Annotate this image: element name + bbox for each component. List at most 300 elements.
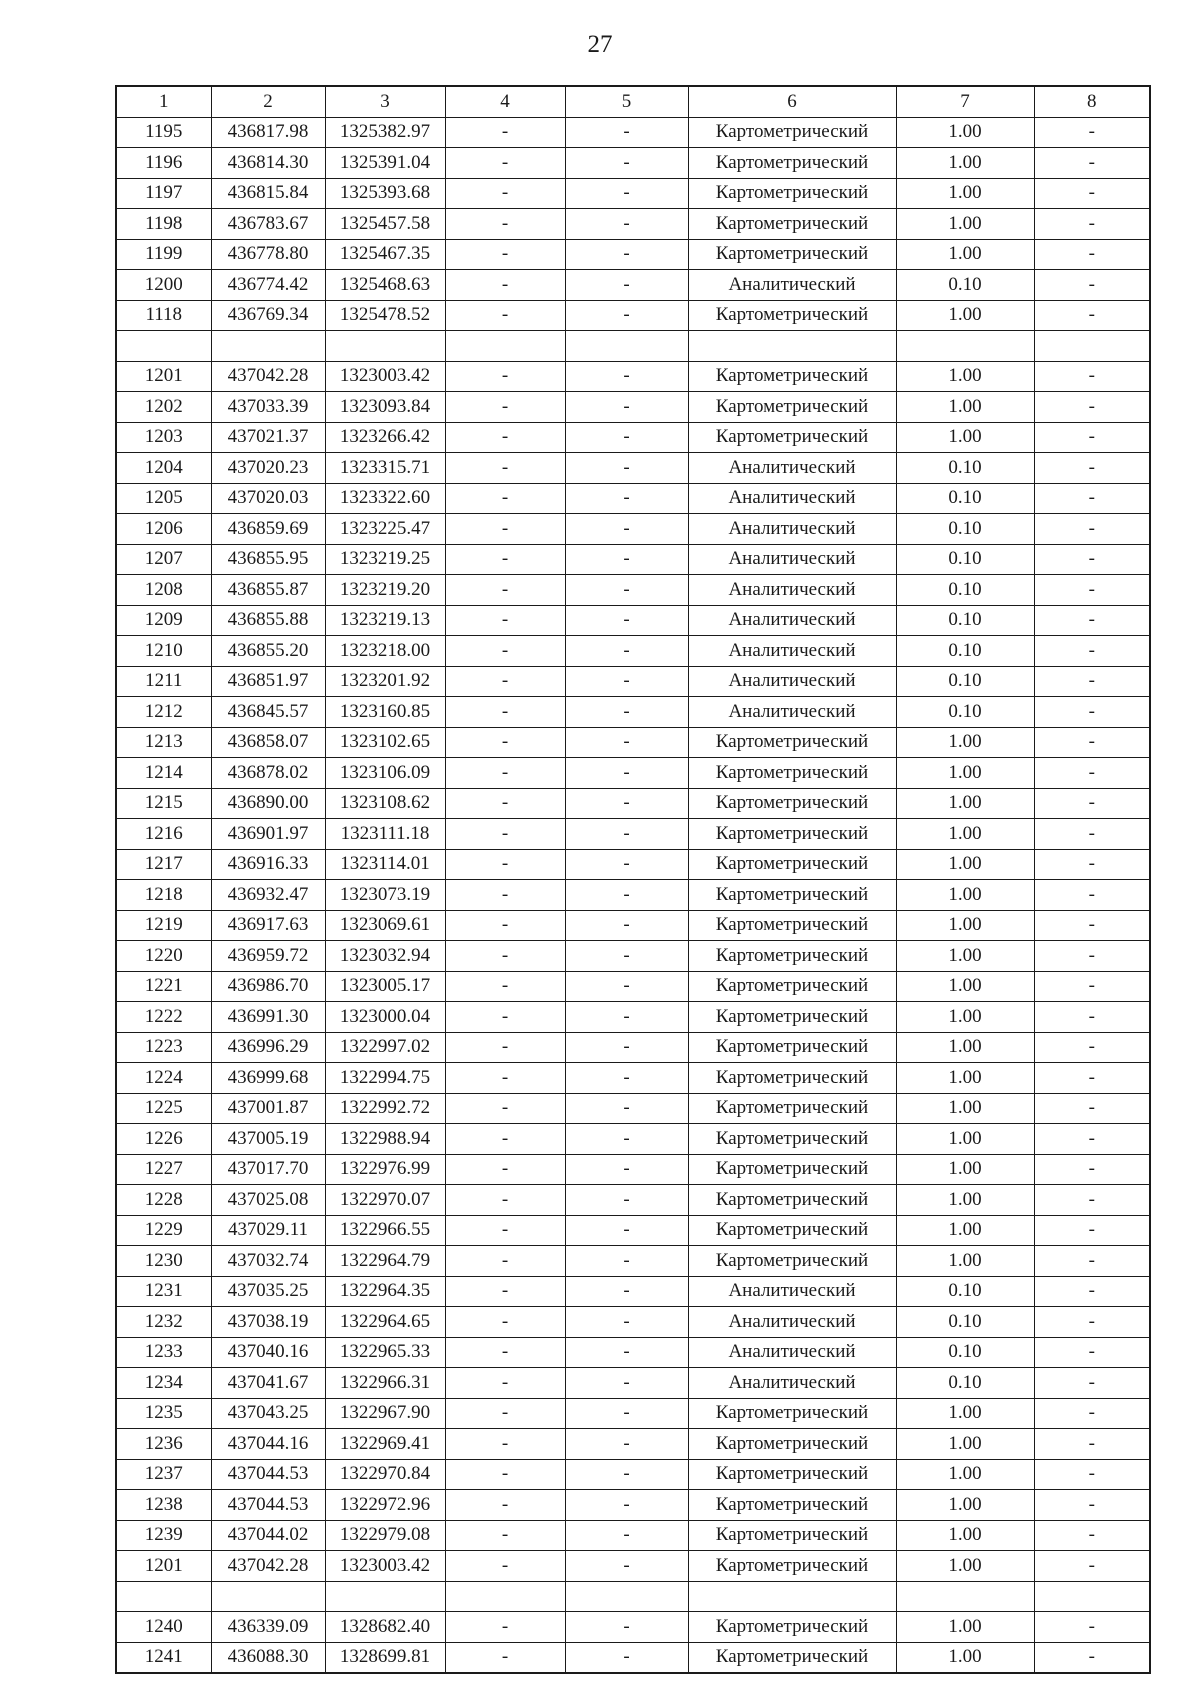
cell-precision: 1.00 (896, 910, 1034, 941)
cell-col-8: - (1034, 1612, 1150, 1643)
cell-col-4: - (445, 1642, 565, 1673)
cell-col-4: - (445, 1368, 565, 1399)
cell-method: Картометрический (688, 1459, 896, 1490)
cell-method: Картометрический (688, 1124, 896, 1155)
cell-col-5: - (565, 1215, 688, 1246)
cell-point-number: 1218 (116, 880, 211, 911)
cell-col-4: - (445, 636, 565, 667)
cell-coord-y: 1323102.65 (325, 727, 445, 758)
cell-coord-x: 437035.25 (211, 1276, 325, 1307)
cell-method: Картометрический (688, 1154, 896, 1185)
cell-point-number: 1223 (116, 1032, 211, 1063)
cell-col-8: - (1034, 666, 1150, 697)
cell-precision: 1.00 (896, 1032, 1034, 1063)
table-row (116, 1093, 1150, 1124)
cell-coord-y: 1322992.72 (325, 1093, 445, 1124)
column-header: 3 (325, 86, 445, 117)
cell-col-5: - (565, 544, 688, 575)
table-row (116, 178, 1150, 209)
cell-coord-y: 1323219.13 (325, 605, 445, 636)
cell-coord-y: 1323000.04 (325, 1002, 445, 1033)
cell-method: Картометрический (688, 1612, 896, 1643)
table-row (116, 1337, 1150, 1368)
cell-col-5 (565, 1581, 688, 1612)
cell-coord-y: 1322966.31 (325, 1368, 445, 1399)
cell-coord-x: 437021.37 (211, 422, 325, 453)
cell-col-8: - (1034, 544, 1150, 575)
cell-coord-x: 436778.80 (211, 239, 325, 270)
table-row (116, 453, 1150, 484)
cell-col-5: - (565, 392, 688, 423)
column-header: 6 (688, 86, 896, 117)
cell-method: Картометрический (688, 1093, 896, 1124)
cell-method: Картометрический (688, 910, 896, 941)
cell-col-4: - (445, 1185, 565, 1216)
cell-col-8: - (1034, 727, 1150, 758)
cell-col-8: - (1034, 971, 1150, 1002)
cell-coord-y: 1323266.42 (325, 422, 445, 453)
table-row (116, 1063, 1150, 1094)
cell-col-8: - (1034, 575, 1150, 606)
cell-method: Картометрический (688, 819, 896, 850)
table-row (116, 422, 1150, 453)
cell-precision: 0.10 (896, 514, 1034, 545)
table-row (116, 1642, 1150, 1673)
cell-col-5: - (565, 1520, 688, 1551)
cell-col-4: - (445, 148, 565, 179)
cell-coord-y: 1325391.04 (325, 148, 445, 179)
cell-coord-y: 1323108.62 (325, 788, 445, 819)
cell-coord-y: 1323069.61 (325, 910, 445, 941)
table-row (116, 331, 1150, 362)
cell-coord-x: 437043.25 (211, 1398, 325, 1429)
cell-method: Картометрический (688, 1032, 896, 1063)
table-row (116, 1612, 1150, 1643)
cell-coord-y: 1322964.35 (325, 1276, 445, 1307)
cell-coord-y: 1323111.18 (325, 819, 445, 850)
cell-coord-y: 1323005.17 (325, 971, 445, 1002)
cell-col-5: - (565, 1337, 688, 1368)
cell-point-number: 1215 (116, 788, 211, 819)
cell-method: Аналитический (688, 483, 896, 514)
cell-method: Картометрический (688, 1429, 896, 1460)
cell-col-5: - (565, 1551, 688, 1582)
cell-col-5 (565, 331, 688, 362)
table-row (116, 819, 1150, 850)
cell-point-number: 1230 (116, 1246, 211, 1277)
table-row (116, 727, 1150, 758)
cell-col-4: - (445, 1002, 565, 1033)
cell-coord-x: 436774.42 (211, 270, 325, 301)
cell-point-number: 1201 (116, 361, 211, 392)
cell-point-number: 1207 (116, 544, 211, 575)
cell-point-number: 1198 (116, 209, 211, 240)
cell-point-number: 1212 (116, 697, 211, 728)
cell-coord-y: 1322964.65 (325, 1307, 445, 1338)
cell-col-4: - (445, 1490, 565, 1521)
cell-col-8: - (1034, 819, 1150, 850)
cell-precision: 1.00 (896, 1429, 1034, 1460)
cell-point-number: 1208 (116, 575, 211, 606)
cell-precision: 0.10 (896, 697, 1034, 728)
table-row (116, 392, 1150, 423)
cell-col-4: - (445, 1520, 565, 1551)
table-row (116, 1002, 1150, 1033)
cell-method: Аналитический (688, 666, 896, 697)
column-header: 5 (565, 86, 688, 117)
cell-col-8: - (1034, 1490, 1150, 1521)
cell-col-4: - (445, 1093, 565, 1124)
cell-coord-x: 437042.28 (211, 361, 325, 392)
cell-precision: 1.00 (896, 819, 1034, 850)
cell-col-8: - (1034, 1398, 1150, 1429)
cell-precision: 1.00 (896, 178, 1034, 209)
cell-coord-y: 1322979.08 (325, 1520, 445, 1551)
cell-method: Картометрический (688, 758, 896, 789)
cell-coord-x: 436932.47 (211, 880, 325, 911)
cell-coord-x: 437044.16 (211, 1429, 325, 1460)
cell-precision: 1.00 (896, 758, 1034, 789)
cell-method (688, 1581, 896, 1612)
cell-col-4: - (445, 117, 565, 148)
cell-method: Аналитический (688, 575, 896, 606)
table-row (116, 300, 1150, 331)
cell-col-8: - (1034, 178, 1150, 209)
cell-col-5: - (565, 1154, 688, 1185)
cell-coord-x: 436088.30 (211, 1642, 325, 1673)
cell-col-5: - (565, 422, 688, 453)
cell-precision: 0.10 (896, 270, 1034, 301)
cell-col-5: - (565, 117, 688, 148)
table-row (116, 971, 1150, 1002)
cell-col-8: - (1034, 1551, 1150, 1582)
cell-col-5: - (565, 1307, 688, 1338)
column-header: 4 (445, 86, 565, 117)
cell-col-5: - (565, 300, 688, 331)
cell-col-8 (1034, 1581, 1150, 1612)
cell-coord-y (325, 1581, 445, 1612)
cell-col-5: - (565, 148, 688, 179)
cell-col-4: - (445, 971, 565, 1002)
cell-col-5: - (565, 1368, 688, 1399)
cell-method: Картометрический (688, 209, 896, 240)
cell-precision: 0.10 (896, 1368, 1034, 1399)
cell-method: Картометрический (688, 971, 896, 1002)
cell-col-4: - (445, 300, 565, 331)
cell-method: Аналитический (688, 1307, 896, 1338)
cell-col-5: - (565, 880, 688, 911)
cell-point-number: 1233 (116, 1337, 211, 1368)
table-row (116, 1429, 1150, 1460)
cell-method: Картометрический (688, 178, 896, 209)
cell-col-8: - (1034, 788, 1150, 819)
cell-coord-x: 437020.23 (211, 453, 325, 484)
cell-precision: 1.00 (896, 1002, 1034, 1033)
cell-coord-y: 1323160.85 (325, 697, 445, 728)
cell-method: Картометрический (688, 1246, 896, 1277)
cell-coord-x: 437044.53 (211, 1490, 325, 1521)
cell-coord-x: 437040.16 (211, 1337, 325, 1368)
cell-col-8: - (1034, 148, 1150, 179)
cell-col-5: - (565, 758, 688, 789)
cell-precision: 1.00 (896, 361, 1034, 392)
cell-col-5: - (565, 1276, 688, 1307)
cell-method: Аналитический (688, 605, 896, 636)
cell-col-4: - (445, 1215, 565, 1246)
table-row (116, 117, 1150, 148)
cell-point-number (116, 1581, 211, 1612)
cell-coord-y: 1322967.90 (325, 1398, 445, 1429)
cell-col-4: - (445, 1612, 565, 1643)
cell-coord-y: 1323114.01 (325, 849, 445, 880)
cell-col-5: - (565, 361, 688, 392)
cell-precision: 0.10 (896, 544, 1034, 575)
table-row (116, 910, 1150, 941)
cell-point-number: 1205 (116, 483, 211, 514)
cell-coord-y: 1322972.96 (325, 1490, 445, 1521)
cell-col-8: - (1034, 1276, 1150, 1307)
cell-col-5: - (565, 849, 688, 880)
cell-point-number: 1226 (116, 1124, 211, 1155)
cell-col-4: - (445, 270, 565, 301)
cell-point-number: 1204 (116, 453, 211, 484)
cell-coord-x: 436999.68 (211, 1063, 325, 1094)
cell-method: Картометрический (688, 1520, 896, 1551)
cell-point-number (116, 331, 211, 362)
table-row (116, 666, 1150, 697)
cell-coord-y: 1323219.20 (325, 575, 445, 606)
cell-method: Картометрический (688, 727, 896, 758)
page-number: 27 (587, 31, 613, 58)
cell-col-8: - (1034, 300, 1150, 331)
cell-method: Картометрический (688, 422, 896, 453)
cell-method: Картометрический (688, 1551, 896, 1582)
cell-method: Аналитический (688, 697, 896, 728)
cell-coord-y: 1328699.81 (325, 1642, 445, 1673)
cell-precision: 0.10 (896, 1337, 1034, 1368)
cell-precision (896, 331, 1034, 362)
cell-coord-x: 436859.69 (211, 514, 325, 545)
cell-method: Аналитический (688, 1368, 896, 1399)
cell-method: Аналитический (688, 636, 896, 667)
table-body (116, 117, 1150, 1673)
cell-col-8: - (1034, 1459, 1150, 1490)
cell-col-5: - (565, 1398, 688, 1429)
cell-col-5: - (565, 1063, 688, 1094)
cell-precision: 0.10 (896, 1307, 1034, 1338)
cell-col-8: - (1034, 453, 1150, 484)
cell-method (688, 331, 896, 362)
cell-precision: 1.00 (896, 1520, 1034, 1551)
table-row (116, 544, 1150, 575)
cell-method: Картометрический (688, 1398, 896, 1429)
cell-col-5: - (565, 453, 688, 484)
cell-col-5: - (565, 971, 688, 1002)
cell-col-4: - (445, 392, 565, 423)
cell-col-8: - (1034, 239, 1150, 270)
cell-col-5: - (565, 697, 688, 728)
cell-point-number: 1206 (116, 514, 211, 545)
cell-coord-y: 1325468.63 (325, 270, 445, 301)
cell-precision: 0.10 (896, 605, 1034, 636)
cell-coord-x: 437025.08 (211, 1185, 325, 1216)
table-row (116, 941, 1150, 972)
cell-col-4: - (445, 1429, 565, 1460)
cell-col-5: - (565, 178, 688, 209)
cell-coord-x: 436996.29 (211, 1032, 325, 1063)
cell-col-8: - (1034, 849, 1150, 880)
cell-point-number: 1224 (116, 1063, 211, 1094)
cell-point-number: 1232 (116, 1307, 211, 1338)
cell-col-4: - (445, 1307, 565, 1338)
table-row (116, 1032, 1150, 1063)
cell-point-number: 1195 (116, 117, 211, 148)
cell-precision: 0.10 (896, 453, 1034, 484)
cell-col-8: - (1034, 1063, 1150, 1094)
cell-coord-x: 436817.98 (211, 117, 325, 148)
cell-precision: 1.00 (896, 1490, 1034, 1521)
cell-point-number: 1211 (116, 666, 211, 697)
cell-col-5: - (565, 910, 688, 941)
cell-col-5: - (565, 239, 688, 270)
cell-col-5: - (565, 941, 688, 972)
cell-method: Картометрический (688, 1185, 896, 1216)
cell-coord-y: 1322970.07 (325, 1185, 445, 1216)
cell-point-number: 1241 (116, 1642, 211, 1673)
cell-coord-y: 1323003.42 (325, 361, 445, 392)
cell-coord-x: 436814.30 (211, 148, 325, 179)
cell-precision: 1.00 (896, 1124, 1034, 1155)
cell-coord-y: 1323201.92 (325, 666, 445, 697)
table-row (116, 880, 1150, 911)
cell-precision: 1.00 (896, 1093, 1034, 1124)
cell-point-number: 1222 (116, 1002, 211, 1033)
cell-precision: 1.00 (896, 117, 1034, 148)
cell-point-number: 1210 (116, 636, 211, 667)
cell-method: Аналитический (688, 544, 896, 575)
cell-precision: 1.00 (896, 727, 1034, 758)
cell-method: Аналитический (688, 270, 896, 301)
cell-col-5: - (565, 514, 688, 545)
cell-method: Картометрический (688, 1002, 896, 1033)
table-row (116, 849, 1150, 880)
cell-precision: 1.00 (896, 1612, 1034, 1643)
cell-coord-x: 436783.67 (211, 209, 325, 240)
cell-coord-x: 436815.84 (211, 178, 325, 209)
cell-col-4: - (445, 1337, 565, 1368)
cell-col-5: - (565, 1246, 688, 1277)
cell-col-5: - (565, 1032, 688, 1063)
cell-col-8: - (1034, 697, 1150, 728)
cell-point-number: 1228 (116, 1185, 211, 1216)
cell-col-4: - (445, 575, 565, 606)
cell-col-8: - (1034, 1642, 1150, 1673)
table-row (116, 1215, 1150, 1246)
cell-precision: 1.00 (896, 788, 1034, 819)
cell-col-5: - (565, 483, 688, 514)
cell-precision: 1.00 (896, 209, 1034, 240)
column-header: 1 (116, 86, 211, 117)
table-row (116, 148, 1150, 179)
cell-coord-x: 436901.97 (211, 819, 325, 850)
cell-col-8: - (1034, 1520, 1150, 1551)
cell-point-number: 1202 (116, 392, 211, 423)
cell-point-number: 1196 (116, 148, 211, 179)
cell-coord-x: 437042.28 (211, 1551, 325, 1582)
cell-precision: 0.10 (896, 575, 1034, 606)
cell-coord-x: 436858.07 (211, 727, 325, 758)
table-row (116, 1368, 1150, 1399)
table-row (116, 1124, 1150, 1155)
cell-method: Аналитический (688, 1276, 896, 1307)
table-row (116, 1459, 1150, 1490)
cell-point-number: 1239 (116, 1520, 211, 1551)
cell-coord-y: 1325393.68 (325, 178, 445, 209)
cell-point-number: 1236 (116, 1429, 211, 1460)
cell-coord-y: 1322966.55 (325, 1215, 445, 1246)
cell-point-number: 1235 (116, 1398, 211, 1429)
cell-point-number: 1229 (116, 1215, 211, 1246)
cell-coord-y: 1322965.33 (325, 1337, 445, 1368)
cell-precision: 1.00 (896, 1185, 1034, 1216)
cell-precision: 0.10 (896, 483, 1034, 514)
cell-coord-y: 1322997.02 (325, 1032, 445, 1063)
cell-coord-x: 437017.70 (211, 1154, 325, 1185)
cell-coord-x: 436845.57 (211, 697, 325, 728)
cell-col-8: - (1034, 941, 1150, 972)
table-row (116, 1307, 1150, 1338)
cell-precision: 1.00 (896, 239, 1034, 270)
cell-point-number: 1209 (116, 605, 211, 636)
table-row (116, 575, 1150, 606)
cell-point-number: 1221 (116, 971, 211, 1002)
cell-col-4: - (445, 1063, 565, 1094)
cell-col-8: - (1034, 1215, 1150, 1246)
cell-precision: 0.10 (896, 1276, 1034, 1307)
column-header: 7 (896, 86, 1034, 117)
cell-point-number: 1220 (116, 941, 211, 972)
cell-method: Аналитический (688, 453, 896, 484)
cell-col-5: - (565, 1093, 688, 1124)
table-row (116, 758, 1150, 789)
cell-col-4: - (445, 605, 565, 636)
cell-col-8: - (1034, 209, 1150, 240)
cell-col-8: - (1034, 636, 1150, 667)
cell-precision: 1.00 (896, 849, 1034, 880)
cell-col-4: - (445, 819, 565, 850)
cell-coord-x: 436339.09 (211, 1612, 325, 1643)
cell-col-5: - (565, 1490, 688, 1521)
cell-col-4: - (445, 697, 565, 728)
cell-col-4: - (445, 788, 565, 819)
cell-point-number: 1237 (116, 1459, 211, 1490)
cell-col-4: - (445, 178, 565, 209)
cell-precision: 1.00 (896, 1459, 1034, 1490)
cell-coord-y: 1322994.75 (325, 1063, 445, 1094)
cell-col-4: - (445, 727, 565, 758)
cell-col-4: - (445, 1276, 565, 1307)
cell-coord-x: 436890.00 (211, 788, 325, 819)
cell-coord-y: 1323218.00 (325, 636, 445, 667)
cell-point-number: 1197 (116, 178, 211, 209)
cell-col-4: - (445, 1551, 565, 1582)
cell-col-5: - (565, 1459, 688, 1490)
cell-col-5: - (565, 788, 688, 819)
coordinates-table (115, 85, 1151, 1674)
cell-precision: 1.00 (896, 1246, 1034, 1277)
cell-point-number: 1219 (116, 910, 211, 941)
cell-col-4: - (445, 209, 565, 240)
